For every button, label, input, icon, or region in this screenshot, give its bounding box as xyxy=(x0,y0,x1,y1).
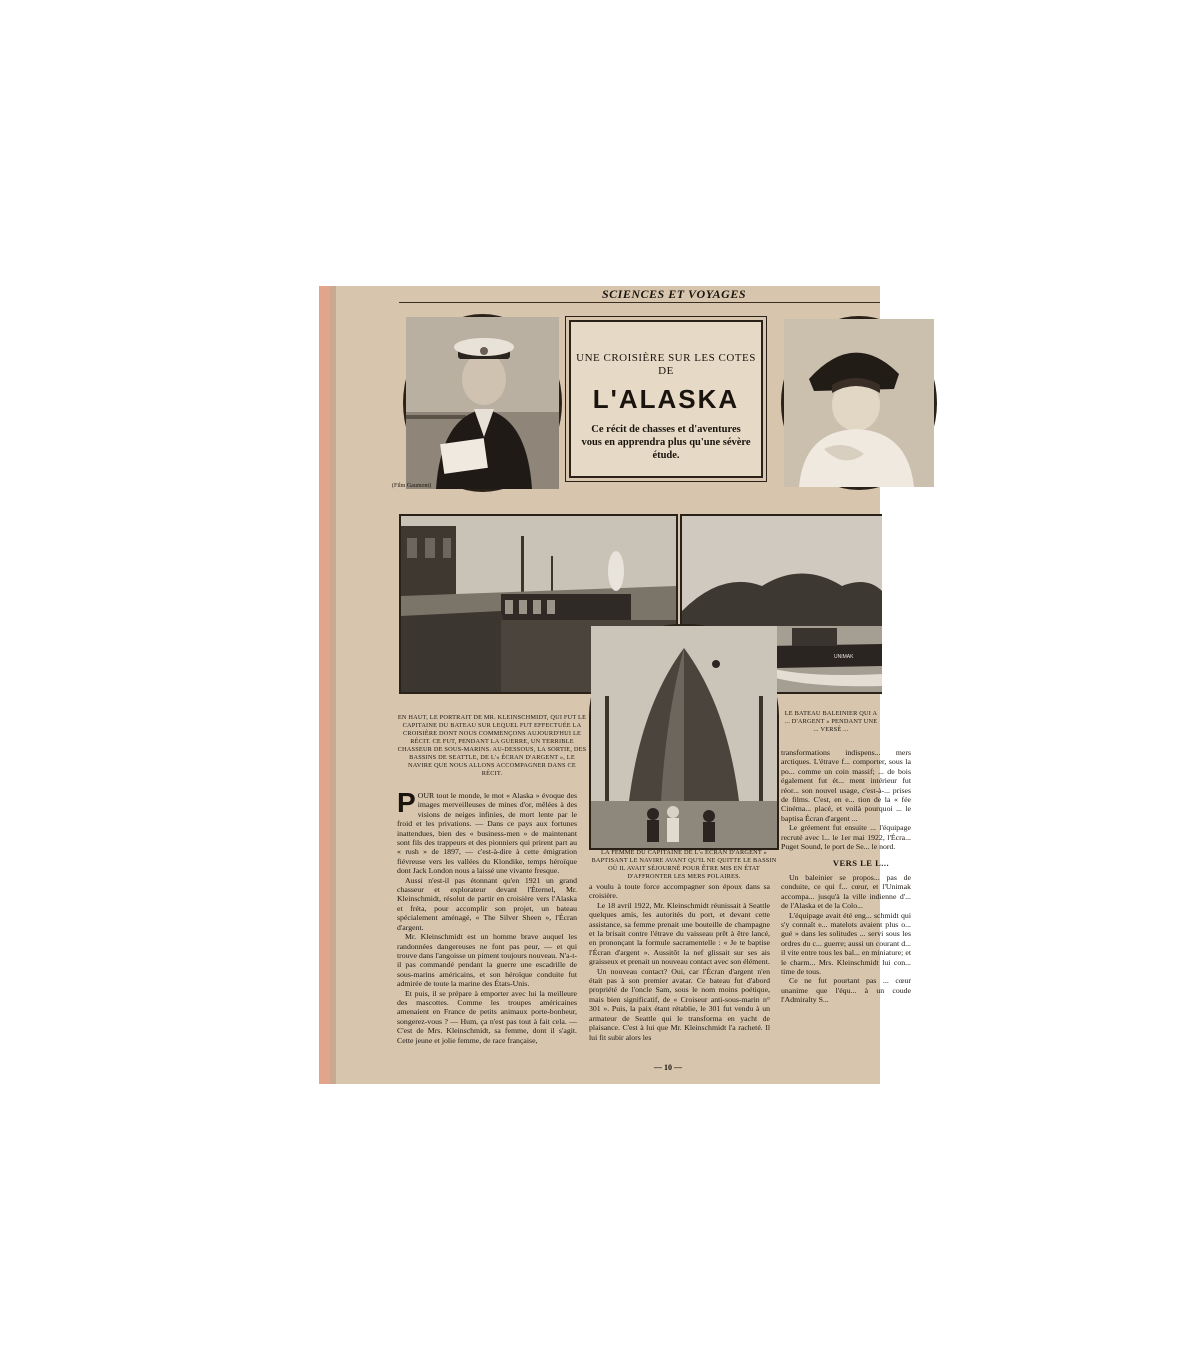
caption-center: LA FEMME DU CAPITAINE DE L'« ÉCRAN D'ARGENT » BAPTISANT LE NAVIRE AVANT QU'IL NE QUITTE LE BASSIN OÙ IL AVAIT SÉJOURNÉ POUR ÊTRE MIS EN ÉTAT D'AFFRONTER LES MERS POLAIRES. xyxy=(591,849,777,880)
wife-portrait-image xyxy=(784,319,934,487)
masthead: SCIENCES ET VOYAGES xyxy=(602,287,746,301)
col3-paragraph: L'équipage avait été eng... schmidt qui s'y connaît e... matelots avaient plus o... gué » dans les solitudes ... servi sous les ordres du c... guerre; aussi un courant d... il vite entre tous les bal... en miniature; et le charm... Mrs. Kleinschmidt lui con... time de tous. xyxy=(781,910,911,976)
col3-paragraph: transformations indispens... mers arctiques. L'étrave f... comporter, sous la po... comme un coin massif; ... de bois également fut ét... ment intérieur fut réor... son nouvel usage, c'est-à-... prises de films. C'est, en e... tion de la « fée Cinéma... placé, et voilà pourquoi ... le baptisa Écran d'argent ... xyxy=(781,748,911,823)
photo-credit: (Film Gaumont) xyxy=(392,483,432,489)
caption-right: LE BATEAU BALEINIER QUI A ... D'ARGENT » PENDANT UNE ... VERSÉ ... xyxy=(784,710,878,733)
col3-subheading: VERS LE L... xyxy=(832,858,890,869)
captain-portrait xyxy=(403,314,562,492)
col3-paragraph: Un baleinier se propos... pas de conduite, ce qui f... cœur, et l'Unimak accompa... jusqu'à la ville indienne d'... de l'Alaska et de la Colo... xyxy=(781,872,911,911)
article-column-1 xyxy=(397,787,577,1045)
wife-portrait xyxy=(781,316,937,490)
col1-paragraph: Mr. Kleinschmidt est un homme brave auquel les randonnées dangereuses ne font pas peur, — et qui trouve dans l'angoisse un piment toujours nouveau. N'a-t-il pas commandé pendant la guerre une escadrille de sous-marins américains, et son héroïque conduite fut admirée de toute la marine des États-Unis. xyxy=(397,932,577,989)
title-box xyxy=(569,320,763,478)
caption-left: EN HAUT, LE PORTRAIT DE MR. KLEINSCHMIDT, QUI FUT LE CAPITAINE DU BATEAU SUR LEQUEL FUT EFFECTUÉE LA CROISIÈRE DONT NOUS COMMENÇONS AUJOURD'HUI LE RÉCIT. CE FUT, PENDANT LA GUERRE, UN TERRIBLE CHASSEUR DE SOUS-MARINS. AU-DESSOUS, LA SORTIE, DES BASSINS DE SEATTLE, DE L'« ÉCRAN D'ARGENT », LE NAVIRE QUE NOUS ALLONS ACCOMPAGNER DANS CE RÉCIT. xyxy=(397,714,587,777)
page-binding-shadow xyxy=(330,286,336,1084)
article-column-2 xyxy=(589,882,770,1042)
boat-name-label: UNIMAK xyxy=(834,654,854,660)
col1-paragraph: OUR tout le monde, le mot « Alaska » évoque des images merveilleuses de mines d'or, mêlées à des visions de neiges infinies, de mort lente par le froid et les privations. — Dans ce pays aux fortunes inattendues, bien des « business-men » de maintenant sont fils des trappeurs et des pionniers qui prirent part au « rush » de 1897, — c'est-à-dire à cette émigration fiévreuse vers les vallées du Klondike, temps héroïque dont Jack London nous a laissé une vivante fresque. xyxy=(397,791,577,876)
col2-paragraph: a voulu à toute force accompagner son époux dans sa croisière. xyxy=(589,882,770,901)
title-main: L'ALASKA xyxy=(592,384,740,414)
page-binding-edge xyxy=(319,286,330,1084)
christening-image xyxy=(591,626,777,848)
col3-paragraph: Le gréement fut ensuite ... l'équipage recruté avec l... le 1er mai 1922, l'Écra... Puget Sound, le port de Se... le nord. xyxy=(781,823,911,852)
magazine-page xyxy=(319,286,911,1084)
col3-paragraph: Ce ne fut pourtant pas ... cœur unanime que l'équ... à un coude l'Admiralty S... xyxy=(781,976,911,1005)
col1-paragraph: Aussi n'est-il pas étonnant qu'en 1921 un grand chasseur et explorateur devant l'Éternel, Mr. Kleinschmidt, résolut de partir en croisière vers l'Alaska et fréta, pour accomplir son projet, un bateau spécialement aménagé, « The Silver Sheen », l'Écran d'argent. xyxy=(397,875,577,932)
col2-paragraph: Le 18 avril 1922, Mr. Kleinschmidt réunissait à Seattle quelques amis, les autorités du port, et devant cette assistance, sa femme prenait une bouteille de champagne et la brisait contre l'étrave du vaisseau prêt à être lancé, en prononçant la formule sacramentelle : « Je te baptise l'Écran d'argent ». Aussitôt la nef glissait sur ses ais graisseux et prenait un nouveau contact avec son élément. xyxy=(589,900,770,967)
christening-photo xyxy=(589,624,779,850)
drop-cap: P xyxy=(397,787,416,818)
title-deck: Ce récit de chasses et d'aventures vous en apprendra plus qu'une sévère étude. xyxy=(581,424,751,461)
page-number: — 10 — xyxy=(654,1063,682,1072)
masthead-rule xyxy=(399,302,880,303)
title-kicker: UNE CROISIÈRE SUR LES COTES DE xyxy=(576,352,756,377)
article-column-3 xyxy=(781,748,911,1005)
captain-portrait-image xyxy=(406,317,559,489)
col1-paragraph: Et puis, il se prépare à emporter avec lui la meilleure des mascottes. Comme les troupes américaines amenaient en France de petits animaux porte-bonheur, songerez-vous ? — Hum, ça n'est pas tout à fait cela. — C'est de Mrs. Kleinschmidt, sa femme, dont il s'agit. Cette jeune et jolie femme, de race française, xyxy=(397,988,577,1045)
col2-paragraph: Un nouveau contact? Oui, car l'Écran d'argent n'en était pas à son premier avatar. Ce bateau fut d'abord propriété de l'oncle Sam, sous le nom moins poétique, mais bien significatif, de « Croiseur anti-sous-marin n° 301 ». Puis, la paix étant rétablie, le 301 fut vendu à un armateur de Seattle qui le transforma en yacht de plaisance. C'est à lui que Mr. Kleinschmidt l'a racheté. Il lui fit subir alors les xyxy=(589,966,770,1042)
